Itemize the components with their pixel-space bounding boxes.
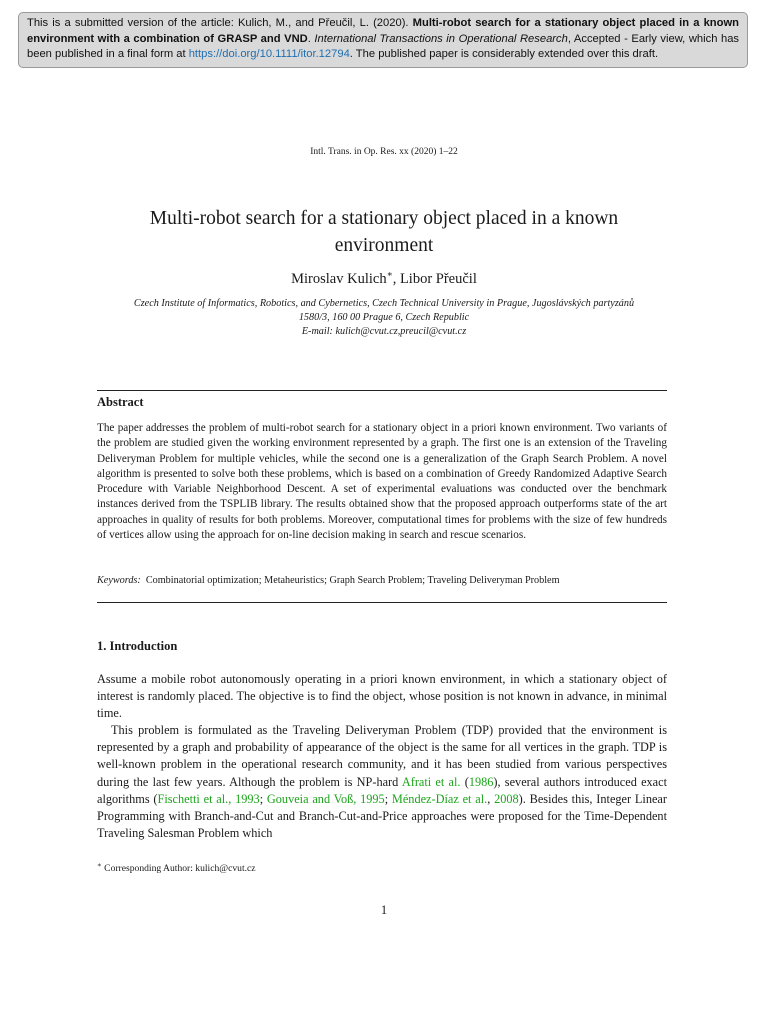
abstract-heading: Abstract [97, 395, 144, 409]
abstract-text: The paper addresses the problem of multi-robot search for a stationary object in a priori known environment. Two variants of the problem are studied given the working environment represented by a graph. The first one is an extension of the Traveling Deliveryman Problem for multiple vehicles, while the second one is a generalization of the Graph Search Problem. A novel algorithm is presented to solve both these problems, which is based on a combination of Greedy Randomized Adaptive Search Procedure with Variable Neighborhood Descent. A set of experimental evaluations was conducted over the benchmark instances derived from the TSPLIB library. The results obtained show that the proposed approach outperforms state of the art approaches in quality of results for both problems. Moreover, computational times for problems with the size of few hundreds of vertices allow using the approach for on-line decision making in search and rescue scenarios. [97, 422, 667, 542]
submission-notice-box [18, 12, 748, 68]
notice-article-title: Multi-robot search for a stationary object placed in a known environment with a combination of GRASP and VND [27, 17, 739, 45]
notice-sep: . [307, 32, 315, 45]
notice-journal: International Transactions in Operational Research [314, 32, 568, 45]
footnote [97, 861, 256, 874]
citation-gouveia[interactable]: Gouveia and Voß, 1995 [266, 791, 385, 806]
citation-afrati[interactable]: Afrati et al. [401, 774, 461, 789]
author-preucil: , Libor Přeučil [392, 270, 477, 287]
affiliation [98, 297, 670, 339]
intro-p2-text-g: ). Besides this, Integer Linear Programming with Branch-and-Cut and Branch-Cut-and-Price approaches were proposed for the Time-Dependent Traveling Salesman Problem which [97, 791, 667, 840]
authors-line [0, 269, 768, 288]
abstract-top-rule [97, 390, 667, 391]
affiliation-email: E-mail: kulich@cvut.cz,preucil@cvut.cz [301, 326, 467, 337]
affiliation-line-2: 1580/3, 160 00 Prague 6, Czech Republic [298, 312, 470, 323]
footnote-mark: ∗ [97, 861, 102, 869]
intro-p2-text-c: ), several authors introduced exact algorithms ( [97, 774, 668, 806]
keywords [97, 575, 667, 586]
intro-p2-text-d: ; [259, 791, 267, 806]
keywords-label: Keywords: [97, 575, 141, 586]
introduction-body [97, 671, 667, 842]
citation-mendez-diaz[interactable]: Méndez-Díaz et al. [391, 791, 488, 806]
affiliation-line-1: Czech Institute of Informatics, Robotics, and Cybernetics, Czech Technical University in Prague, Jugoslávských partyzánů [133, 298, 635, 309]
intro-p2-text-e: ; [384, 791, 392, 806]
section-heading-introduction: 1. Introduction [97, 639, 178, 653]
intro-paragraph-2 [97, 722, 667, 842]
notice-suffix: . The published paper is considerably extended over this draft. [349, 48, 659, 60]
abstract-bottom-rule [97, 602, 667, 603]
paper-title: Multi-robot search for a stationary object placed in a known environment [149, 208, 619, 256]
notice-mid: , Accepted - Early view, which has been published in a final form at [27, 32, 740, 60]
citation-afrati-year[interactable]: 1986 [468, 774, 494, 789]
intro-p2-text-b: ( [460, 774, 469, 789]
intro-p2-text-a: This problem is formulated as the Traveling Deliveryman Problem (TDP) provided that the environment is represented by a graph and probability of appearance of the object is the same for all vertices in the graph. TDP is well-known problem in the operational research community, and it has been studied from various perspectives during the last few years. Although the problem is NP-hard [97, 723, 667, 789]
citation-fischetti[interactable]: Fischetti et al., 1993 [157, 791, 260, 806]
journal-header: Intl. Trans. in Op. Res. xx (2020) 1–22 [310, 147, 458, 157]
author-kulich: Miroslav Kulich [291, 270, 387, 287]
intro-p2-text-f: , [487, 791, 495, 806]
page-number: 1 [380, 903, 388, 917]
corresponding-mark: ∗ [386, 269, 393, 279]
citation-mendez-diaz-year[interactable]: 2008 [494, 791, 519, 806]
notice-prefix: This is a submitted version of the article: Kulich, M., and Přeučil, L. (2020). [27, 17, 413, 29]
keywords-list: Combinatorial optimization; Metaheuristics; Graph Search Problem; Traveling Deliveryman Problem [145, 575, 560, 586]
intro-paragraph-1: Assume a mobile robot autonomously operating in a priori known environment, in which a stationary object of interest is randomly placed. The objective is to find the object, whose position is not known in advance, in minimal time. [97, 672, 667, 721]
footnote-text: Corresponding Author: kulich@cvut.cz [101, 863, 256, 875]
doi-link[interactable]: https://doi.org/10.1111/itor.12794 [188, 48, 350, 60]
